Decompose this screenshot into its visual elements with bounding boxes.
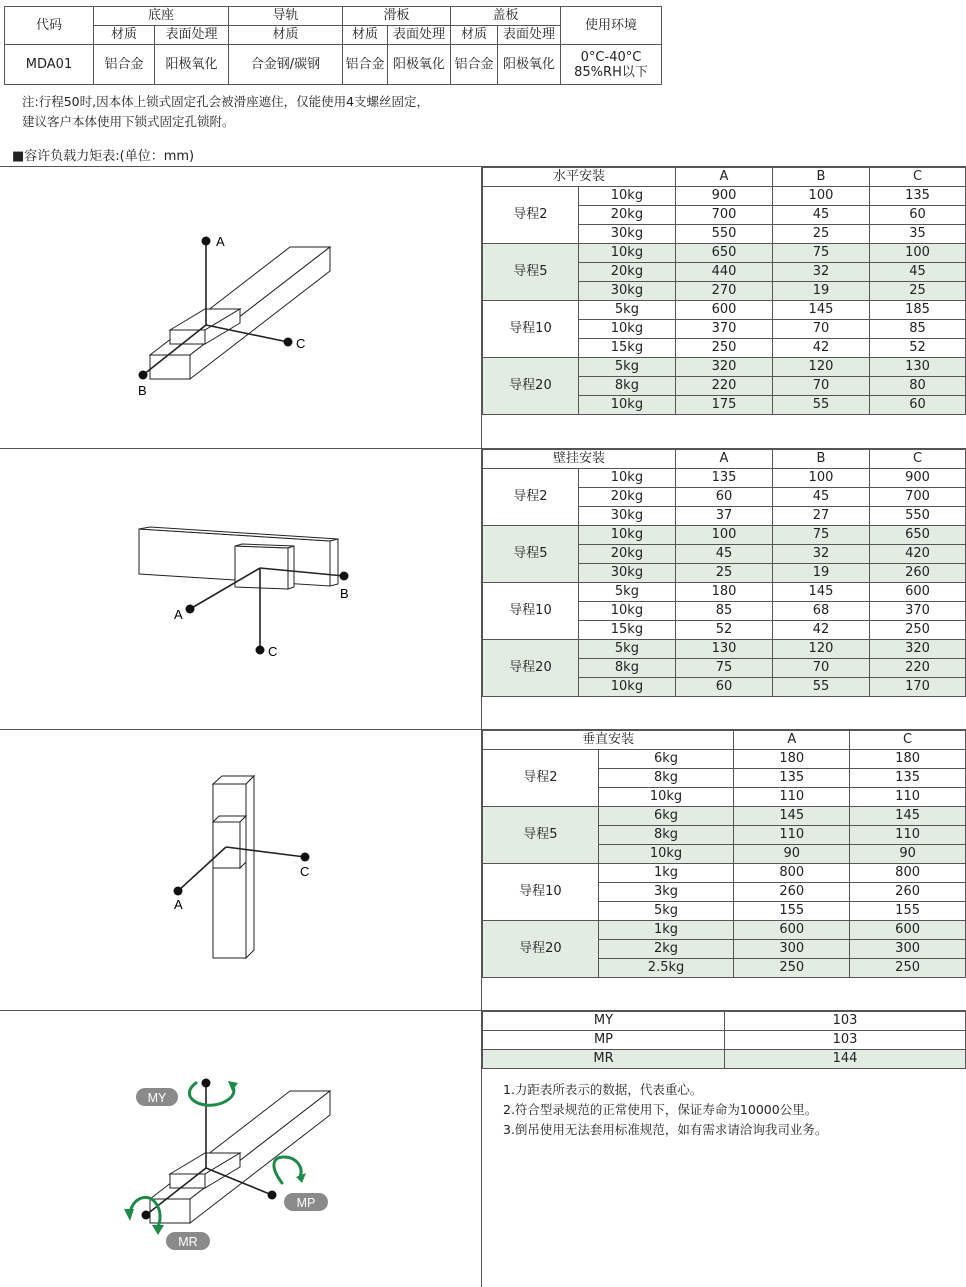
value-cell: 80 xyxy=(869,377,965,396)
value-cell: 45 xyxy=(869,263,965,282)
value-cell: 75 xyxy=(772,526,869,545)
lead-cell: 导程10 xyxy=(483,864,599,921)
value-cell: 250 xyxy=(675,339,772,358)
load-cell: 8kg xyxy=(598,769,734,788)
value-cell: 135 xyxy=(734,769,850,788)
table-row xyxy=(483,187,966,206)
value-cell: 60 xyxy=(675,678,772,697)
column-header: A xyxy=(675,450,772,469)
lead-cell: 导程2 xyxy=(483,469,579,526)
value-cell: 155 xyxy=(734,902,850,921)
value-cell: 60 xyxy=(869,206,965,225)
value-cell: 600 xyxy=(850,921,966,940)
base-material-header: 材质 xyxy=(94,26,155,45)
value-cell: 25 xyxy=(772,225,869,244)
load-cell: 5kg xyxy=(578,583,675,602)
table-row xyxy=(483,921,966,940)
load-cell: 6kg xyxy=(598,807,734,826)
lead-cell: 导程10 xyxy=(483,583,579,640)
table-row xyxy=(483,640,966,659)
load-cell: 5kg xyxy=(598,902,734,921)
value-cell: 270 xyxy=(675,282,772,301)
value-cell: 600 xyxy=(675,301,772,320)
value-cell: 32 xyxy=(772,263,869,282)
slider-surface-header: 表面处理 xyxy=(388,26,451,45)
load-cell: 10kg xyxy=(578,678,675,697)
value-cell: 300 xyxy=(734,940,850,959)
load-cell: 20kg xyxy=(578,488,675,507)
label-a: A xyxy=(216,234,225,249)
value-cell: 135 xyxy=(675,469,772,488)
value-cell: 60 xyxy=(675,488,772,507)
value-cell: 800 xyxy=(850,864,966,883)
lead-cell: 导程20 xyxy=(483,640,579,697)
value-cell: 700 xyxy=(675,206,772,225)
base-header: 底座 xyxy=(94,7,229,26)
column-header: B xyxy=(772,168,869,187)
load-cell: 10kg xyxy=(578,396,675,415)
column-header: C xyxy=(869,450,965,469)
value-cell: 110 xyxy=(850,826,966,845)
load-cell: 8kg xyxy=(578,377,675,396)
value-cell: 52 xyxy=(869,339,965,358)
value-cell: 370 xyxy=(869,602,965,621)
env-value xyxy=(561,45,662,85)
value-cell: 600 xyxy=(869,583,965,602)
point-c xyxy=(301,853,310,862)
load-cell: 20kg xyxy=(578,545,675,564)
footnotes xyxy=(503,1080,827,1140)
value-cell: 130 xyxy=(675,640,772,659)
value-cell: 175 xyxy=(675,396,772,415)
point-c xyxy=(256,646,265,655)
value-cell: 650 xyxy=(675,244,772,263)
load-cell: 20kg xyxy=(578,263,675,282)
lead-cell: 导程20 xyxy=(483,358,579,415)
value-cell: 220 xyxy=(869,659,965,678)
value-cell: 250 xyxy=(734,959,850,978)
value-cell: 110 xyxy=(850,788,966,807)
value-cell: 42 xyxy=(772,339,869,358)
slider-material-value: 铝合金 xyxy=(343,45,388,85)
table-title: 垂直安装 xyxy=(483,731,734,750)
value-cell: 100 xyxy=(772,187,869,206)
load-cell: 10kg xyxy=(578,187,675,206)
column-header: C xyxy=(869,168,965,187)
value-cell: 45 xyxy=(772,488,869,507)
value-cell: 100 xyxy=(772,469,869,488)
value-cell: 145 xyxy=(850,807,966,826)
slider-header: 滑板 xyxy=(343,7,451,26)
value-cell: 25 xyxy=(675,564,772,583)
value-cell: 130 xyxy=(869,358,965,377)
mr-badge-label: MR xyxy=(178,1235,198,1249)
column-header: A xyxy=(734,731,850,750)
value-cell: 110 xyxy=(734,788,850,807)
load-cell: 2kg xyxy=(598,940,734,959)
my-arrow-icon xyxy=(189,1083,234,1105)
value-cell: 320 xyxy=(675,358,772,377)
moment-value: 103 xyxy=(725,1031,966,1050)
footnote-2: 2.符合型录规范的正常使用下，保证寿命为10000公里。 xyxy=(503,1102,818,1117)
value-cell: 180 xyxy=(734,750,850,769)
table-row xyxy=(483,526,966,545)
value-cell: 700 xyxy=(869,488,965,507)
label-a: A xyxy=(174,607,183,622)
value-cell: 370 xyxy=(675,320,772,339)
lead-cell: 导程5 xyxy=(483,807,599,864)
value-cell: 120 xyxy=(772,358,869,377)
value-cell: 185 xyxy=(869,301,965,320)
moment-name: MY xyxy=(483,1012,725,1031)
table-title: 水平安装 xyxy=(483,168,676,187)
value-cell: 260 xyxy=(850,883,966,902)
value-cell: 420 xyxy=(869,545,965,564)
wall-mount-diagram xyxy=(0,449,480,729)
footnote-1: 1.力距表所表示的数据，代表重心。 xyxy=(503,1082,703,1097)
value-cell: 45 xyxy=(675,545,772,564)
load-cell: 15kg xyxy=(578,339,675,358)
load-cell: 10kg xyxy=(598,845,734,864)
label-c: C xyxy=(296,336,306,351)
slider-material-header: 材质 xyxy=(343,26,388,45)
table-row xyxy=(483,807,966,826)
value-cell: 800 xyxy=(734,864,850,883)
rail-material-header: 材质 xyxy=(229,26,343,45)
value-cell: 145 xyxy=(772,583,869,602)
value-cell: 90 xyxy=(734,845,850,864)
load-cell: 20kg xyxy=(578,206,675,225)
value-cell: 19 xyxy=(772,564,869,583)
load-table-caption: ■容许负载力矩表:(单位：mm) xyxy=(12,149,195,164)
point-b xyxy=(139,371,148,380)
horizontal-load-table xyxy=(482,167,966,415)
load-cell: 30kg xyxy=(578,282,675,301)
value-cell: 85 xyxy=(675,602,772,621)
load-cell: 8kg xyxy=(598,826,734,845)
cover-material-value: 铝合金 xyxy=(451,45,498,85)
value-cell: 170 xyxy=(869,678,965,697)
load-cell: 30kg xyxy=(578,225,675,244)
spec-table xyxy=(4,6,662,85)
value-cell: 42 xyxy=(772,621,869,640)
value-cell: 300 xyxy=(850,940,966,959)
value-cell: 250 xyxy=(850,959,966,978)
value-cell: 70 xyxy=(772,320,869,339)
label-c: C xyxy=(268,644,278,659)
lead-cell: 导程2 xyxy=(483,750,599,807)
vertical-load-table xyxy=(482,730,966,978)
env-temp: 0°C-40°C xyxy=(580,49,642,65)
value-cell: 250 xyxy=(869,621,965,640)
value-cell: 75 xyxy=(675,659,772,678)
value-cell: 55 xyxy=(772,678,869,697)
value-cell: 55 xyxy=(772,396,869,415)
load-cell: 15kg xyxy=(578,621,675,640)
load-cell: 10kg xyxy=(578,526,675,545)
table-row xyxy=(483,469,966,488)
value-cell: 440 xyxy=(675,263,772,282)
load-cell: 10kg xyxy=(578,244,675,263)
value-cell: 70 xyxy=(772,377,869,396)
code-value: MDA01 xyxy=(5,45,94,85)
value-cell: 550 xyxy=(675,225,772,244)
code-header: 代码 xyxy=(5,7,94,45)
horizontal-mount-diagram xyxy=(0,167,480,447)
load-cell: 10kg xyxy=(578,602,675,621)
load-cell: 10kg xyxy=(598,788,734,807)
value-cell: 100 xyxy=(675,526,772,545)
table-row xyxy=(483,583,966,602)
rail-material-value: 合金钢/碳钢 xyxy=(229,45,343,85)
load-cell: 1kg xyxy=(598,864,734,883)
load-cell: 10kg xyxy=(578,469,675,488)
value-cell: 32 xyxy=(772,545,869,564)
cover-surface-header: 表面处理 xyxy=(498,26,561,45)
mp-badge-label: MP xyxy=(296,1196,316,1210)
load-cell: 30kg xyxy=(578,507,675,526)
point-mp xyxy=(268,1191,277,1200)
label-b: B xyxy=(340,586,349,601)
value-cell: 180 xyxy=(850,750,966,769)
point-a xyxy=(174,887,183,896)
moment-diagram xyxy=(0,1011,480,1287)
load-cell: 5kg xyxy=(578,358,675,377)
table-row xyxy=(483,244,966,263)
base-surface-header: 表面处理 xyxy=(155,26,229,45)
lead-cell: 导程5 xyxy=(483,244,579,301)
env-humidity: 85%RH以下 xyxy=(574,64,648,80)
value-cell: 90 xyxy=(850,845,966,864)
value-cell: 650 xyxy=(869,526,965,545)
value-cell: 120 xyxy=(772,640,869,659)
cover-material-header: 材质 xyxy=(451,26,498,45)
label-c: C xyxy=(300,864,310,879)
value-cell: 75 xyxy=(772,244,869,263)
value-cell: 550 xyxy=(869,507,965,526)
value-cell: 135 xyxy=(850,769,966,788)
env-header: 使用环境 xyxy=(561,7,662,45)
value-cell: 320 xyxy=(869,640,965,659)
lead-cell: 导程20 xyxy=(483,921,599,978)
point-b xyxy=(340,572,349,581)
value-cell: 37 xyxy=(675,507,772,526)
moment-value: 144 xyxy=(725,1050,966,1069)
value-cell: 27 xyxy=(772,507,869,526)
cover-surface-value: 阳极氧化 xyxy=(498,45,561,85)
lead-cell: 导程5 xyxy=(483,526,579,583)
load-cell: 10kg xyxy=(578,320,675,339)
column-header: A xyxy=(675,168,772,187)
value-cell: 260 xyxy=(734,883,850,902)
value-cell: 145 xyxy=(734,807,850,826)
value-cell: 35 xyxy=(869,225,965,244)
value-cell: 25 xyxy=(869,282,965,301)
rail-header: 导轨 xyxy=(229,7,343,26)
moment-value: 103 xyxy=(725,1012,966,1031)
moment-table xyxy=(482,1011,966,1069)
label-a: A xyxy=(174,897,183,912)
load-cell: 8kg xyxy=(578,659,675,678)
footnote-3: 3.倒吊使用无法套用标准规范，如有需求请洽询我司业务。 xyxy=(503,1122,828,1137)
point-mr xyxy=(142,1211,151,1220)
table-row xyxy=(483,864,966,883)
my-badge-label: MY xyxy=(147,1091,167,1105)
value-cell: 155 xyxy=(850,902,966,921)
value-cell: 900 xyxy=(869,469,965,488)
table-row xyxy=(483,301,966,320)
load-cell: 1kg xyxy=(598,921,734,940)
value-cell: 260 xyxy=(869,564,965,583)
lead-cell: 导程2 xyxy=(483,187,579,244)
my-badge xyxy=(136,1088,178,1106)
value-cell: 60 xyxy=(869,396,965,415)
point-my xyxy=(202,1079,211,1088)
lead-cell: 导程10 xyxy=(483,301,579,358)
value-cell: 45 xyxy=(772,206,869,225)
table-row xyxy=(483,358,966,377)
column-header: B xyxy=(772,450,869,469)
mp-badge xyxy=(284,1193,328,1211)
table-title: 壁挂安装 xyxy=(483,450,676,469)
cover-header: 盖板 xyxy=(451,7,561,26)
value-cell: 70 xyxy=(772,659,869,678)
point-c xyxy=(284,338,293,347)
value-cell: 85 xyxy=(869,320,965,339)
value-cell: 68 xyxy=(772,602,869,621)
moment-name: MR xyxy=(483,1050,725,1069)
value-cell: 220 xyxy=(675,377,772,396)
value-cell: 135 xyxy=(869,187,965,206)
label-b: B xyxy=(138,383,147,398)
value-cell: 19 xyxy=(772,282,869,301)
table-row xyxy=(483,750,966,769)
mp-arrow-icon xyxy=(274,1157,301,1183)
point-a xyxy=(186,605,195,614)
load-cell: 6kg xyxy=(598,750,734,769)
value-cell: 145 xyxy=(772,301,869,320)
value-cell: 600 xyxy=(734,921,850,940)
load-cell: 5kg xyxy=(578,640,675,659)
load-cell: 3kg xyxy=(598,883,734,902)
value-cell: 110 xyxy=(734,826,850,845)
load-cell: 30kg xyxy=(578,564,675,583)
note-line-2: 建议客户本体使用下锁式固定孔锁附。 xyxy=(22,114,235,129)
mr-badge xyxy=(166,1232,210,1250)
load-cell: 5kg xyxy=(578,301,675,320)
column-header: C xyxy=(850,731,966,750)
value-cell: 52 xyxy=(675,621,772,640)
point-a xyxy=(202,237,211,246)
base-material-value: 铝合金 xyxy=(94,45,155,85)
base-surface-value: 阳极氧化 xyxy=(155,45,229,85)
vertical-mount-diagram xyxy=(0,730,480,1010)
value-cell: 900 xyxy=(675,187,772,206)
value-cell: 100 xyxy=(869,244,965,263)
load-cell: 2.5kg xyxy=(598,959,734,978)
note-line-1: 注:行程50时,因本体上锁式固定孔会被滑座遮住，仅能使用4支螺丝固定， xyxy=(22,94,430,109)
slider-surface-value: 阳极氧化 xyxy=(388,45,451,85)
wall-load-table xyxy=(482,449,966,697)
moment-name: MP xyxy=(483,1031,725,1050)
value-cell: 180 xyxy=(675,583,772,602)
